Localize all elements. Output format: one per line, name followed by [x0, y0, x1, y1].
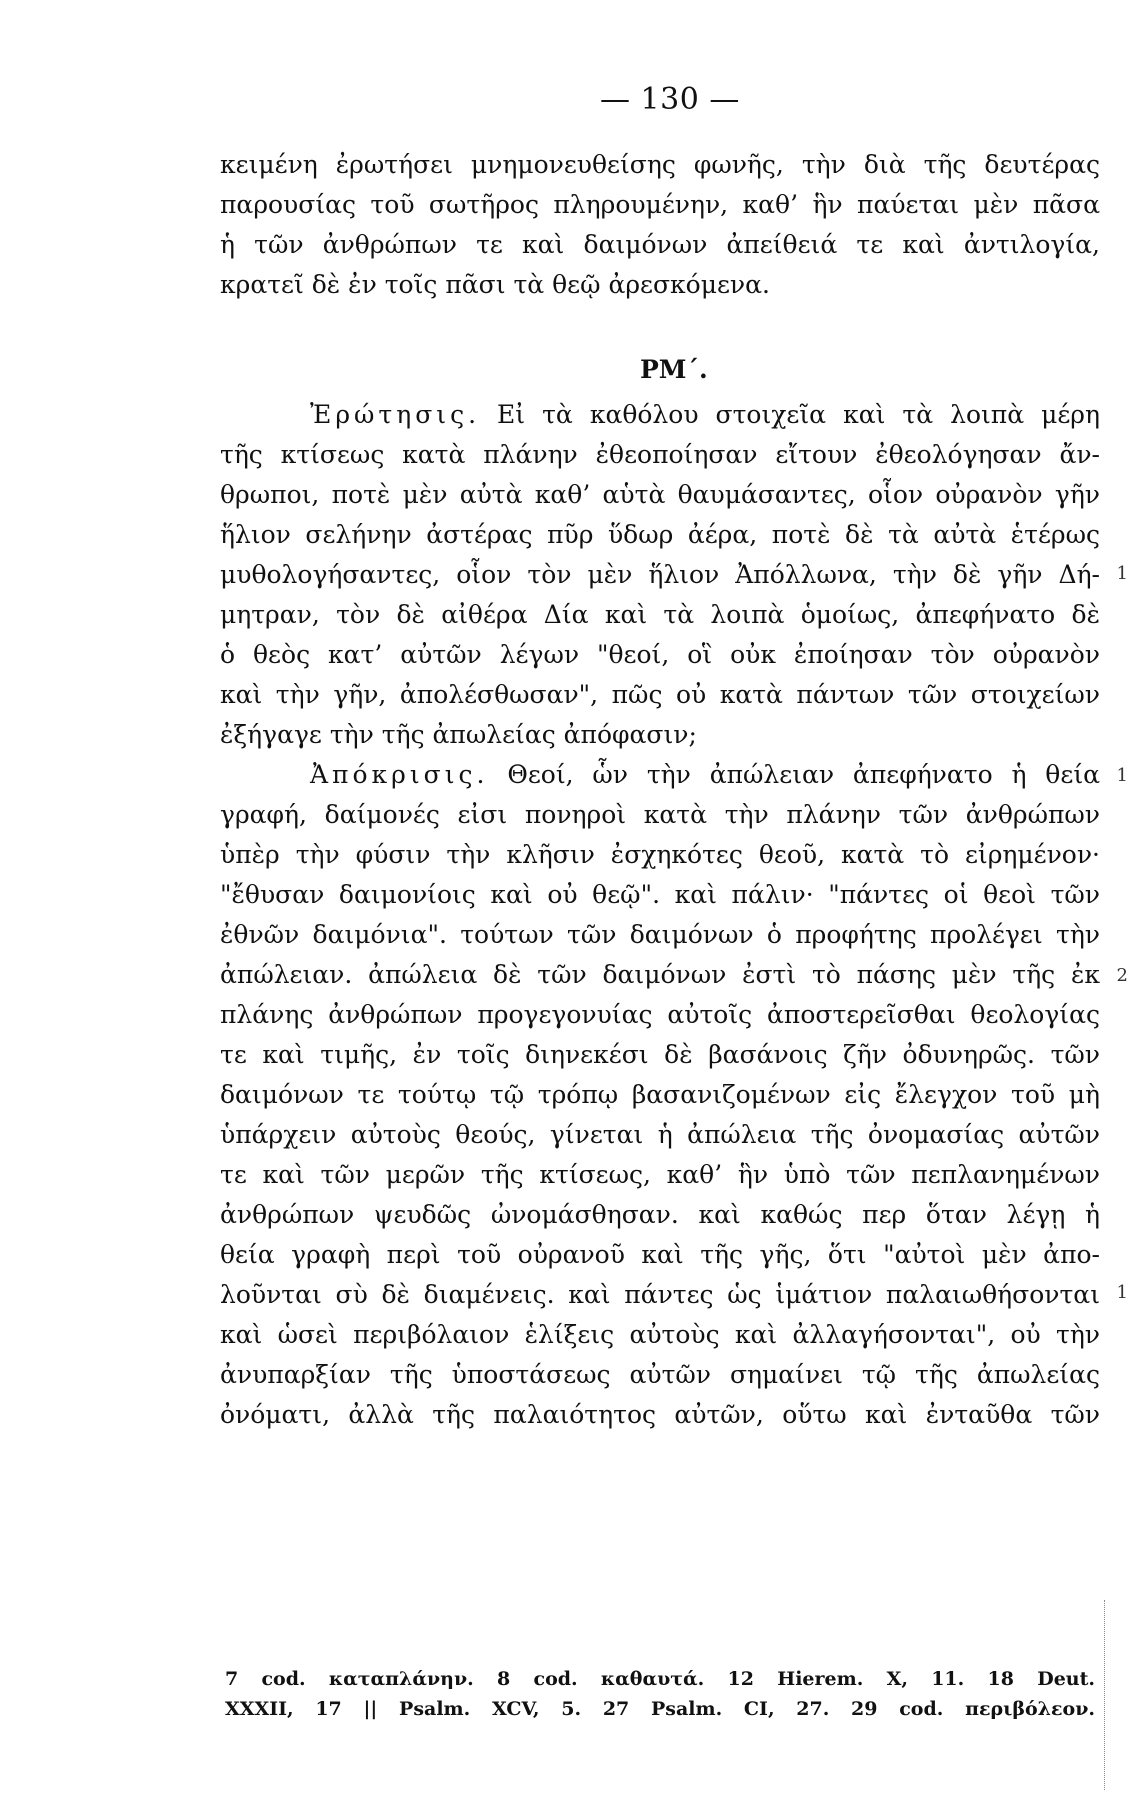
text-line: μυθολογήσαντες, οἷον τὸν μὲν ἥλιον Ἀπόλλωνα, τὴν δὲ γῆν Δή-: [220, 560, 1100, 589]
text-line: ὀνόματι, ἀλλὰ τῆς παλαιότητος αὐτῶν, οὕτω καὶ ἐνταῦθα τῶν: [220, 1400, 1100, 1429]
margin-line-number: 1: [1116, 765, 1128, 786]
text-line: θρωποι, ποτὲ μὲν αὐτὰ καθ’ αὑτὰ θαυμάσαντες, οἷον οὐρανὸν γῆν: [220, 480, 1100, 509]
page-number: — 130 —: [600, 82, 740, 117]
text-line: ἐξήγαγε τὴν τῆς ἀπωλείας ἀπόφασιν;: [220, 720, 697, 749]
text-line: ἡ τῶν ἀνθρώπων τε καὶ δαιμόνων ἀπείθειά τε καὶ ἀντιλογία,: [220, 230, 1100, 259]
text-line: καὶ ὡσεὶ περιβόλαιον ἑλίξεις αὐτοὺς καὶ ἀλλαγήσονται", οὐ τὴν: [220, 1320, 1100, 1349]
text-line: λοῦνται σὺ δὲ διαμένεις. καὶ πάντες ὡς ἱμάτιον παλαιωθήσονται: [220, 1280, 1100, 1309]
text-line: πλάνης ἀνθρώπων προγεγονυίας αὐτοῖς ἀποστερεῖσθαι θεολογίας: [220, 1000, 1100, 1029]
text-line: γραφή, δαίμονές εἰσι πονηροὶ κατὰ τὴν πλάνην τῶν ἀνθρώπων: [220, 800, 1100, 829]
text-line: ἐθνῶν δαιμόνια". τούτων τῶν δαιμόνων ὁ προφήτης προλέγει τὴν: [220, 920, 1100, 949]
text-line: ἀνυπαρξίαν τῆς ὑποστάσεως αὐτῶν σημαίνει τῷ τῆς ἀπωλείας: [220, 1360, 1100, 1389]
text-line: κρατεῖ δὲ ἐν τοῖς πᾶσι τὰ θεῷ ἀρεσκόμενα.: [220, 270, 770, 299]
text-line: παρουσίας τοῦ σωτῆρος πληρουμένην, καθ’ ἣν παύεται μὲν πᾶσα: [220, 190, 1100, 219]
text-line: δαιμόνων τε τούτῳ τῷ τρόπῳ βασανιζομένων εἰς ἔλεγχον τοῦ μὴ: [220, 1080, 1100, 1109]
text-line: ὑπὲρ τὴν φύσιν τὴν κλῆσιν ἐσχηκότες θεοῦ, κατὰ τὸ εἰρημένον·: [220, 840, 1100, 869]
text-line: τε καὶ τῶν μερῶν τῆς κτίσεως, καθ’ ἣν ὑπὸ τῶν πεπλανημένων: [220, 1160, 1100, 1189]
margin-line-number: 1: [1116, 563, 1128, 584]
text-line: τε καὶ τιμῆς, ἐν τοῖς διηνεκέσι δὲ βασάνοις ζῆν ὀδυνηρῶς. τῶν: [220, 1040, 1100, 1069]
text-line: καὶ τὴν γῆν, ἀπολέσθωσαν", πῶς οὐ κατὰ πάντων τῶν στοιχείων: [220, 680, 1100, 709]
text-line: θεία γραφὴ περὶ τοῦ οὐρανοῦ καὶ τῆς γῆς, ὅτι "αὐτοὶ μὲν ἀπο-: [220, 1240, 1100, 1269]
section-heading: ΡΜ΄.: [640, 355, 708, 384]
footnote-line: XXXII, 17 || Psalm. XCV, 5. 27 Psalm. CI, 27. 29 cod. περιβόλεον.: [225, 1698, 1095, 1720]
text-span: Θεοί, ὧν τὴν ἀπώλειαν ἀπεφήνατο ἡ θεία: [488, 760, 1100, 789]
text-line: ὁ θεὸς κατ’ αὐτῶν λέγων "θεοί, οἳ οὐκ ἐποίησαν τὸν οὐρανὸν: [220, 640, 1100, 669]
text-line: τῆς κτίσεως κατὰ πλάνην ἐθεοποίησαν εἴτουν ἐθεολόγησαν ἄν-: [220, 440, 1100, 469]
text-line: ἥλιον σελήνην ἀστέρας πῦρ ὕδωρ ἀέρα, ποτὲ δὲ τὰ αὐτὰ ἑτέρως: [220, 520, 1100, 549]
text-line: ὑπάρχειν αὐτοὺς θεούς, γίνεται ἡ ἀπώλεια τῆς ὀνομασίας αὐτῶν: [220, 1120, 1100, 1149]
text-line: "ἔθυσαν δαιμονίοις καὶ οὐ θεῷ". καὶ πάλιν· "πάντες οἱ θεοὶ τῶν: [220, 880, 1100, 909]
text-line: κειμένη ἐρωτήσει μνημονευθείσης φωνῆς, τὴν διὰ τῆς δευτέρας: [220, 150, 1100, 179]
text-line: μητραν, τὸν δὲ αἰθέρα Δία καὶ τὰ λοιπὰ ὁμοίως, ἀπεφήνατο δὲ: [220, 600, 1100, 629]
question-label: Ἐρώτησις.: [310, 400, 481, 429]
text-line: ἀνθρώπων ψευδῶς ὠνομάσθησαν. καὶ καθώς περ ὅταν λέγῃ ἡ: [220, 1200, 1100, 1229]
question-first-line: [220, 395, 1100, 435]
margin-line-number: 2: [1116, 965, 1128, 986]
text-line: ἀπώλειαν. ἀπώλεια δὲ τῶν δαιμόνων ἐστὶ τὸ πάσης μὲν τῆς ἐκ: [220, 960, 1100, 989]
footnote-line: 7 cod. καταπλάνην. 8 cod. καθαυτά. 12 Hierem. X, 11. 18 Deut.: [225, 1668, 1095, 1690]
answer-first-line: [220, 755, 1100, 795]
page-edge-divider: [1104, 1600, 1106, 1790]
margin-line-number: 1: [1116, 1282, 1128, 1303]
answer-label: Ἀπόκρισις.: [310, 760, 489, 789]
text-span: Εἰ τὰ καθόλου στοιχεῖα καὶ τὰ λοιπὰ μέρη: [480, 400, 1100, 429]
